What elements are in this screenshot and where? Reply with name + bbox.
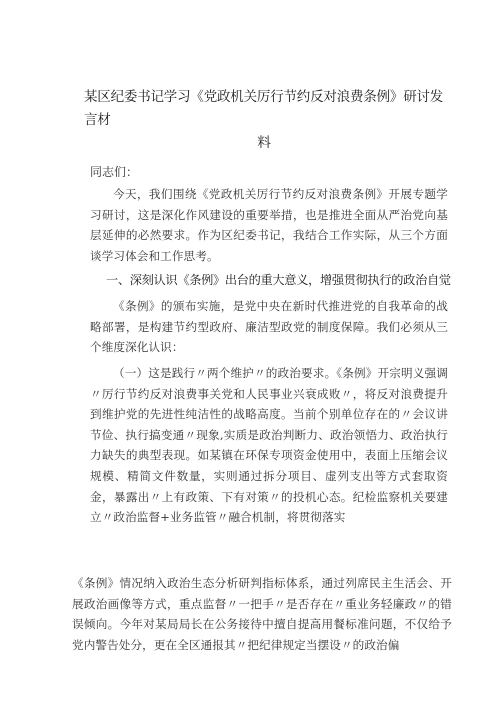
title-line-1: 某区纪委书记学习《党政机关厉行节约反对浪费条例》研讨发言材 <box>84 89 444 128</box>
continuation-paragraph: 《条例》情况纳入政治生态分析研判指标体系，通过列席民主生活会、开展政治画像等方式，重点监督〃一把手〃是否存在〃重业务轻廉政〃的错误倾向。今年对某局局长在公务接待中擅自提高用餐标准问题，不仅给予党内警告处分，更在全区通报其〃把纪律规定当摆设〃的政治偏 <box>72 576 452 652</box>
section-1-paragraph: 《条例》的颁布实施，是党中央在新时代推进党的自我革命的战略部署，是构建节约型政府、廉洁型政党的制度保障。我们必须从三个维度深化认识： <box>90 299 448 355</box>
subsection-1-paragraph: （一）这是践行〃两个维护〃的政治要求。《条例》开宗明义强调〃厉行节约反对浪费事关党和人民事业兴衰成败〃，将反对浪费提升到维护党的先进性纯洁性的战略高度。当前个别单位存在的〃会议讲节俭、执行搞变通〃现象,实质是政治判断力、政治领悟力、政治执行力缺失的典型表现。如某镇在环保专项资金使用中，表面上压缩会议规模、精简文件数量，实则通过拆分项目、虚列支出等方式套取资金，暴露出〃上有政策、下有对策〃的投机心态。纪检监察机关要建立〃政治监督+业务监管〃融合机制，将贯彻落实 <box>90 366 448 525</box>
intro-paragraph: 今天，我们围绕《党政机关厉行节约反对浪费条例》开展专题学习研讨，这是深化作风建设的重要举措，也是推进全面从严治党向基层延伸的必然要求。作为区纪委书记，我结合工作实际，从三个方面谈学习体会和工作思考。 <box>90 187 448 263</box>
title-line-2: 料 <box>257 135 271 151</box>
section-heading-1: 一、深刻认识《条例》出台的重大意义，增强贯彻执行的政治自觉 <box>106 273 451 287</box>
salutation: 同志们： <box>90 165 139 179</box>
document-title <box>84 86 444 155</box>
